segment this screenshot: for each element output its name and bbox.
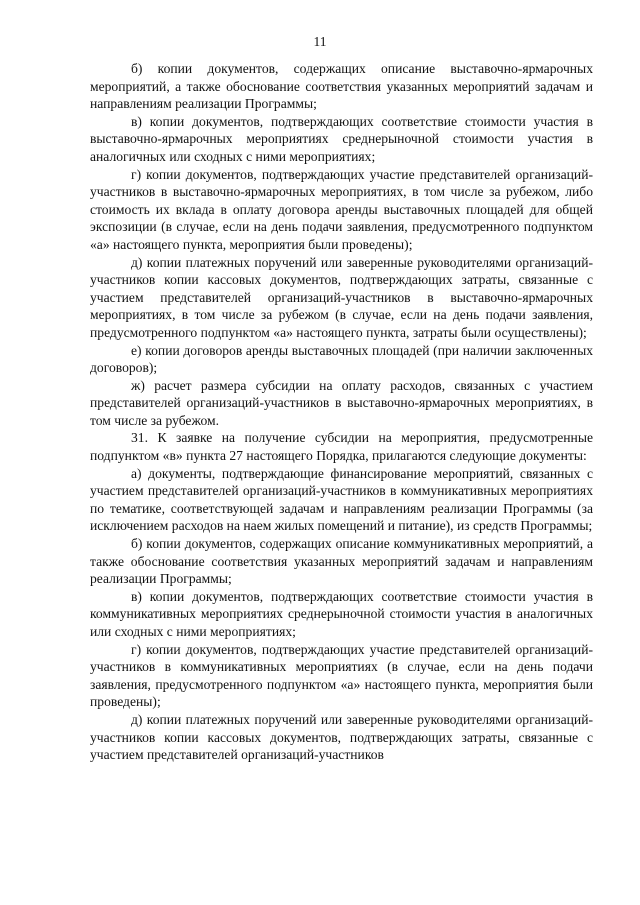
paragraph-31: 31. К заявке на получение субсидии на мероприятия, предусмотренные подпунктом «в» пункта 27 настоящего Порядка, прилагаются следующие документы: [90,430,593,464]
page-number: 11 [313,34,327,49]
paragraph-31d: д) копии платежных поручений или заверенные руководителями организаций-участников копии кассовых документов, подтверждающих затраты, связанные с участием представителей организаций-участников [90,711,593,763]
paragraph-30e: е) копии договоров аренды выставочных площадей (при наличии заключенных договоров); [90,342,593,376]
paragraph-30b: б) копии документов, содержащих описание выставочно-ярмарочных мероприятий, а также обоснование соответствия указанных мероприятий задачам и направлениям реализации Программы; [90,61,593,112]
paragraph-31b: б) копии документов, содержащих описание коммуникативных мероприятий, а также обоснование соответствия указанных мероприятий задачам и направлениям реализации Программы; [90,536,593,587]
paragraph-30g: г) копии документов, подтверждающих участие представителей организаций-участников в выставочно-ярмарочных мероприятиях, в том числе за рубежом, либо стоимость их вклада в оплату договора аренды выставочных площадей для общей экспозиции (в случае, если на день подачи заявления, предусмотренного подпунктом «а» настоящего пункта, мероприятия были проведены); [90,166,593,252]
paragraph-31g: г) копии документов, подтверждающих участие представителей организаций-участников в коммуникативных мероприятиях (в случае, если на день подачи заявления, предусмотренного подпунктом «а» настоящего пункта, мероприятия были проведены); [90,641,593,710]
paragraph-31a: а) документы, подтверждающие финансирование мероприятий, связанных с участием представителей организаций-участников в коммуникативных мероприятиях по тематике, соответствующей задачам и направлениям реализации Программы (за исключением расходов на наем жилых помещений и питание), из средств Программы; [90,465,593,534]
paragraph-30zh: ж) расчет размера субсидии на оплату расходов, связанных с участием представителей организаций-участников в выставочно-ярмарочных мероприятиях, в том числе за рубежом. [90,377,593,428]
document-body [90,60,593,764]
paragraph-30v: в) копии документов, подтверждающих соответствие стоимости участия в выставочно-ярмарочных мероприятиях среднерыночной стоимости участия в аналогичных или сходных с ними мероприятиях; [90,113,593,164]
paragraph-30d: д) копии платежных поручений или заверенные руководителями организаций-участников копии кассовых документов, подтверждающих затраты, связанные с участием представителей организаций-участников в выставочно-ярмарочных мероприятиях, в том числе за рубежом (в случае, если на день подачи заявления, предусмотренного подпунктом «а» настоящего пункта, затраты были осуществлены); [90,254,593,340]
paragraph-31v: в) копии документов, подтверждающих соответствие стоимости участия в коммуникативных мероприятиях среднерыночной стоимости участия в аналогичных или сходных с ними мероприятиях; [90,588,593,639]
